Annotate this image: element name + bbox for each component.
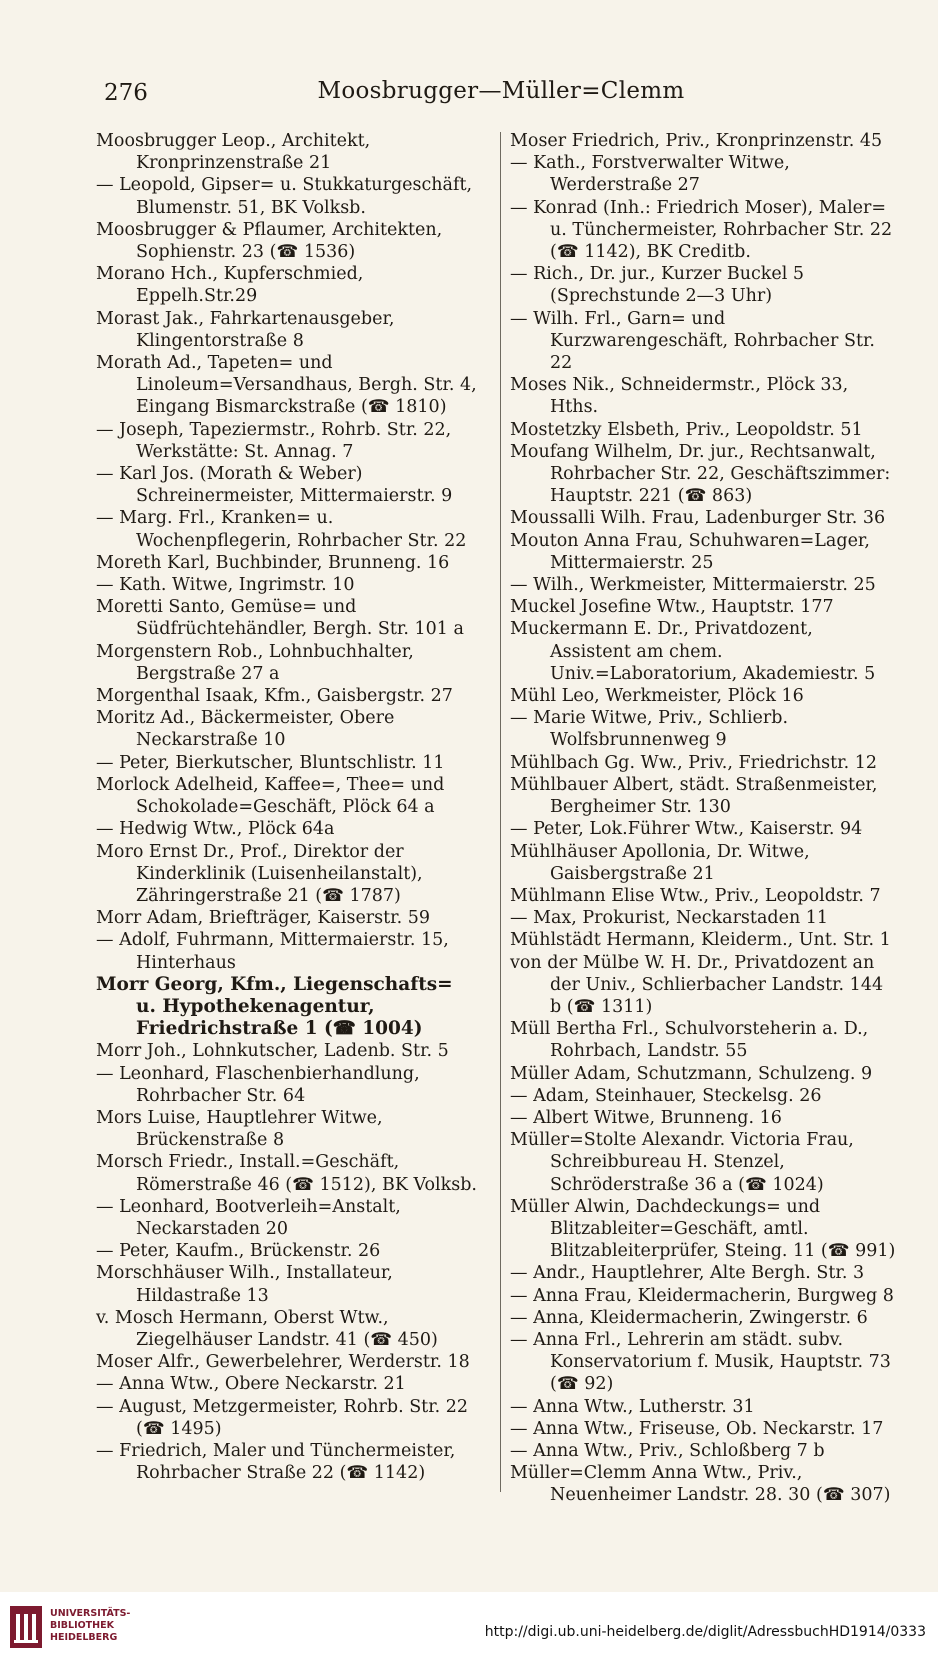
directory-entry: — Marg. Frl., Kranken= u. Wochenpflegerin, Rohrbacher Str. 22 [96, 508, 467, 551]
directory-entry: — August, Metzgermeister, Rohrb. Str. 22 (☎ 1495) [96, 1396, 469, 1439]
directory-entry: — Leonhard, Bootverleih=Anstalt, Neckarstaden 20 [96, 1196, 401, 1239]
left-column [96, 130, 478, 1484]
directory-entry: — Adam, Steinhauer, Steckelsg. 26 [510, 1085, 822, 1106]
directory-entry: — Andr., Hauptlehrer, Alte Bergh. Str. 3 [510, 1263, 865, 1284]
directory-entry: — Anna Wtw., Lutherstr. 31 [510, 1396, 755, 1417]
directory-entry: Mühlmann Elise Wtw., Priv., Leopoldstr. 7 [510, 885, 881, 906]
directory-entry: Morlock Adelheid, Kaffee=, Thee= und Schokolade=Geschäft, Plöck 64 a [96, 774, 445, 818]
page-number: 276 [104, 80, 148, 106]
directory-entry: — Rich., Dr. jur., Kurzer Buckel 5 (Sprechstunde 2—3 Uhr) [510, 264, 805, 307]
directory-entry: — Leopold, Gipser= u. Stukkaturgeschäft, Blumenstr. 51, BK Volksb. [96, 175, 473, 218]
directory-entry: Muckermann E. Dr., Privatdozent, Assistent am chem. Univ.=Laboratorium, Akademiestr. 5 [510, 619, 876, 684]
directory-entry: — Anna Wtw., Friseuse, Ob. Neckarstr. 17 [510, 1418, 884, 1439]
directory-entry: Moufang Wilhelm, Dr. jur., Rechtsanwalt, Rohrbacher Str. 22, Geschäftszimmer: Hauptstr. 221 (☎ 863) [510, 441, 891, 507]
directory-entry: Mühlbach Gg. Ww., Priv., Friedrichstr. 12 [510, 752, 877, 773]
directory-entry: v. Mosch Hermann, Oberst Wtw., Ziegelhäuser Landstr. 41 (☎ 450) [96, 1307, 438, 1350]
directory-entry: — Karl Jos. (Morath & Weber) Schreinermeister, Mittermaierstr. 9 [96, 464, 453, 507]
directory-entry: Moser Alfr., Gewerbelehrer, Werderstr. 18 [96, 1352, 470, 1373]
directory-entry: — Joseph, Tapeziermstr., Rohrb. Str. 22, Werkstätte: St. Annag. 7 [96, 419, 452, 462]
directory-entry: Moosbrugger Leop., Architekt, Kronprinzenstraße 21 [96, 131, 371, 174]
column-divider [500, 132, 501, 1492]
directory-entry: Moro Ernst Dr., Prof., Direktor der Kinderklinik (Luisenheilanstalt), Zähringerstraße 21 (☎ 1787) [96, 841, 423, 906]
directory-entry: Morr Joh., Lohnkutscher, Ladenb. Str. 5 [96, 1041, 449, 1062]
directory-entry: Mühl Leo, Werkmeister, Plöck 16 [510, 686, 804, 707]
directory-entry: Müller=Stolte Alexandr. Victoria Frau, Schreibbureau H. Stenzel, Schröderstraße 36 a (☎ 1024) [510, 1130, 854, 1195]
directory-entry: Moser Friedrich, Priv., Kronprinzenstr. 45 [510, 131, 883, 151]
directory-entry: — Max, Prokurist, Neckarstaden 11 [510, 908, 829, 929]
directory-entry: Morgenthal Isaak, Kfm., Gaisbergstr. 27 [96, 686, 453, 707]
directory-entry: Morath Ad., Tapeten= und Linoleum=Versandhaus, Bergh. Str. 4, Eingang Bismarckstraße (☎ 1810) [96, 353, 477, 418]
directory-entry: — Albert Witwe, Brunneng. 16 [510, 1107, 782, 1128]
directory-entry: — Hedwig Wtw., Plöck 64a [96, 819, 335, 840]
library-logo-icon [10, 1606, 42, 1648]
directory-entry: Müller Adam, Schutzmann, Schulzeng. 9 [510, 1063, 873, 1084]
directory-entry: Mühlhäuser Apollonia, Dr. Witwe, Gaisbergstraße 21 [510, 841, 810, 884]
directory-entry: von der Mülbe W. H. Dr., Privatdozent an der Univ., Schlierbacher Landstr. 144 b (☎ 1311) [510, 952, 884, 1017]
directory-entry: Morr Adam, Briefträger, Kaiserstr. 59 [96, 908, 431, 929]
directory-entry: Mors Luise, Hauptlehrer Witwe, Brückenstraße 8 [96, 1107, 383, 1151]
directory-entry: Moussalli Wilh. Frau, Ladenburger Str. 36 [510, 508, 886, 529]
directory-entry: Müll Bertha Frl., Schulvorsteherin a. D., Rohrbach, Landstr. 55 [510, 1019, 869, 1062]
page-title: Moosbrugger—Müller=Clemm [317, 78, 685, 104]
directory-entry: Morgenstern Rob., Lohnbuchhalter, Bergstraße 27 a [96, 641, 414, 684]
directory-entry: Moritz Ad., Bäckermeister, Obere Neckarstraße 10 [96, 708, 395, 751]
directory-entry: Moretti Santo, Gemüse= und Südfrüchtehändler, Bergh. Str. 101 a [96, 597, 464, 640]
directory-entry: Mühlstädt Hermann, Kleiderm., Unt. Str. 1 [510, 930, 891, 951]
directory-entry: Moses Nik., Schneidermstr., Plöck 33, Hths. [510, 375, 849, 418]
directory-entry: Morr Georg, Kfm., Liegenschafts= u. Hypothekenagentur, Friedrichstraße 1 (☎ 1004) [96, 973, 453, 1040]
directory-entry: — Konrad (Inh.: Friedrich Moser), Maler= u. Tünchermeister, Rohrbacher Str. 22 (☎ 1142), BK Creditb. [510, 197, 893, 263]
footer [0, 1592, 938, 1665]
directory-entry: Moosbrugger & Pflaumer, Architekten, Sophienstr. 23 (☎ 1536) [96, 219, 443, 263]
directory-entry: — Marie Witwe, Priv., Schlierb. Wolfsbrunnenweg 9 [510, 708, 789, 751]
directory-entry: Müller=Clemm Anna Wtw., Priv., Neuenheimer Landstr. 28. 30 (☎ 307) [510, 1463, 891, 1506]
directory-entry: — Wilh. Frl., Garn= und Kurzwarengeschäft, Rohrbacher Str. 22 [510, 308, 875, 374]
directory-entry: — Kath., Forstverwalter Witwe, Werderstraße 27 [510, 153, 790, 196]
directory-entry: — Anna, Kleidermacherin, Zwingerstr. 6 [510, 1307, 868, 1328]
directory-entry: — Peter, Bierkutscher, Bluntschlistr. 11 [96, 752, 445, 773]
directory-entry: — Anna Frau, Kleidermacherin, Burgweg 8 [510, 1285, 894, 1306]
directory-entry: — Peter, Kaufm., Brückenstr. 26 [96, 1241, 381, 1262]
source-url[interactable]: http://digi.ub.uni-heidelberg.de/diglit/AdressbuchHD1914/0333 [484, 1624, 926, 1640]
directory-entry: — Kath. Witwe, Ingrimstr. 10 [96, 575, 355, 596]
directory-entry: — Friedrich, Maler und Tünchermeister, Rohrbacher Straße 22 (☎ 1142) [96, 1440, 456, 1484]
directory-entry: Morano Hch., Kupferschmied, Eppelh.Str.29 [96, 264, 364, 307]
directory-entry: Müller Alwin, Dachdeckungs= und Blitzableiter=Geschäft, amtl. Blitzableiterprüfer, Steing. 11 (☎ 991) [510, 1196, 896, 1262]
directory-entry: — Wilh., Werkmeister, Mittermaierstr. 25 [510, 575, 876, 596]
library-logo-text: UNIVERSITÄTS- BIBLIOTHEK HEIDELBERG [50, 1608, 131, 1643]
right-column [510, 130, 896, 1507]
directory-entry: Morsch Friedr., Install.=Geschäft, Römerstraße 46 (☎ 1512), BK Volksb. [96, 1152, 477, 1195]
directory-entry: Morast Jak., Fahrkartenausgeber, Klingentorstraße 8 [96, 308, 395, 351]
directory-entry: Mostetzky Elsbeth, Priv., Leopoldstr. 51 [510, 419, 863, 440]
directory-entry: — Anna Wtw., Priv., Schloßberg 7 b [510, 1440, 825, 1461]
directory-entry: — Leonhard, Flaschenbierhandlung, Rohrbacher Str. 64 [96, 1063, 420, 1106]
directory-entry: — Adolf, Fuhrmann, Mittermaierstr. 15, Hinterhaus [96, 930, 449, 973]
directory-entry: Mühlbauer Albert, städt. Straßenmeister, Bergheimer Str. 130 [510, 774, 878, 818]
directory-entry: Morschhäuser Wilh., Installateur, Hildastraße 13 [96, 1263, 393, 1306]
directory-entry: — Anna Frl., Lehrerin am städt. subv. Konservatorium f. Musik, Hauptstr. 73 (☎ 92) [510, 1329, 891, 1395]
page-header [104, 72, 898, 108]
directory-entry: Muckel Josefine Wtw., Hauptstr. 177 [510, 597, 834, 618]
directory-entry: — Anna Wtw., Obere Neckarstr. 21 [96, 1374, 406, 1395]
directory-entry: Mouton Anna Frau, Schuhwaren=Lager, Mittermaierstr. 25 [510, 530, 870, 573]
directory-entry: — Peter, Lok.Führer Wtw., Kaiserstr. 94 [510, 819, 863, 840]
directory-entry: Moreth Karl, Buchbinder, Brunneng. 16 [96, 552, 450, 573]
